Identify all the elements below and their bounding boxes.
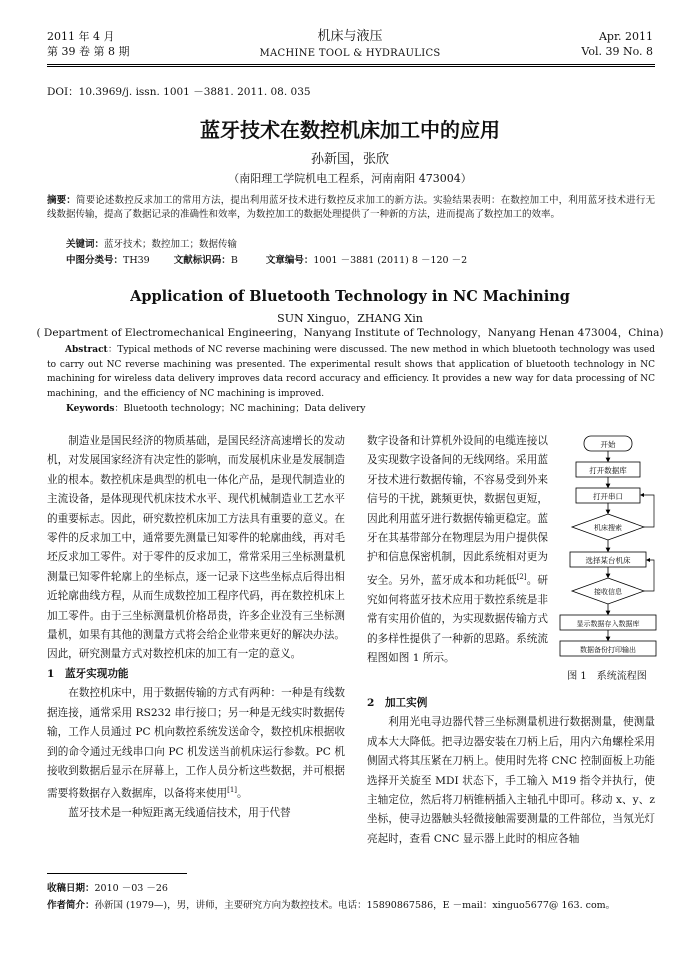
body-paragraph: 蓝牙技术是一种短距离无线通信技术，用于代替 [68,807,291,820]
article-no-value: 1001 －3881 (2011) 8 －120 －2 [313,255,468,266]
header-rule-2 [47,66,655,67]
received-label: 收稿日期： [47,883,95,894]
flowchart-svg [556,432,660,660]
flowchart-figure [556,432,660,680]
article-no-label: 文章编号： [265,255,314,266]
body-right-column [367,694,655,849]
author-bio: 孙新国 (1979—)，男，讲师，主要研究方向为数控技术。电话：15890867586，E －mail：xinguo5677@ 163. com。 [94,900,616,911]
flow-node-open-serial-label: 打开串口 [593,492,623,501]
doi: DOI：10.3969/j. issn. 1001 －3881. 2011. 08. 035 [47,86,311,98]
doccode-value: B [230,255,238,266]
figure-caption: 图 1 系统流程图 [567,671,647,682]
body-paragraph-text: 数字设备和计算机外设间的电缆连接以及实现数字设备间的无线网络。采用蓝牙技术进行数据传输，不容易受到外来信号的干扰，跳频更快，数据包更短，因此利用蓝牙进行数据传输更稳定。蓝牙在其基带部分在物理层为用户提供保护和信息保密机制，因此系统相对更为安全。另外，蓝牙成本和功耗低 [367,435,548,587]
classification-line [66,254,674,268]
keywords-en-label: Keywords [66,404,115,414]
citation-ref: [1] [227,786,238,795]
abstract-en-label: Abstract [65,345,108,355]
flow-node-display-store-label: 显示数据存入数据库 [576,620,640,628]
body-left-column [47,432,345,824]
received-date: 2010 －03 －26 [94,883,168,894]
abstract-cn [47,194,655,222]
body-right-column-narrow [367,432,548,668]
header-date: 2011 年 4 月 [47,30,115,43]
keywords-cn-text: 蓝牙技术；数控加工；数据传输 [104,239,238,250]
flow-node-open-db-label: 打开数据库 [589,466,627,475]
section-heading-1: 1 蓝牙实现功能 [47,667,129,680]
section-heading-2: 2 加工实例 [367,697,428,709]
header-date-en: Apr. 2011 [598,30,653,43]
keywords-en [66,402,674,417]
abstract-cn-label: 摘要： [47,195,76,206]
keywords-en-text: ：Bluetooth technology；NC machining；Data delivery [114,404,366,414]
journal-name-en: MACHINE TOOL & HYDRAULICS [259,48,441,59]
body-paragraph: 利用光电寻边器代替三坐标测量机进行数据测量，使测量成本大大降低。把寻边器安装在刀柄上后，用内六角螺栓采用侧固式将其压紧在刀柄上。使用时先将 CNC 控制面板上功能选择开关旋至 MDI 状态下，手工输入 M19 指令并执行，使主轴定位，然后将刀柄锥柄插入主轴孔中即可。移动 x、y、z 坐标，使寻边器触头轻微接触需要测量的工件部位，当氖光灯亮起时，查看 CNC 显示器上此时的相应各轴 [367,716,655,845]
body-paragraph-end: 。 [237,787,248,800]
flow-node-start-label: 开始 [600,440,616,449]
header-rule [47,64,655,65]
abstract-en-text: ：Typical methods of NC reverse machining were discussed. The new method in which bluetooth technology was used to carry out NC reverse machining was presented. The experimental result shows that application of bluetooth technology in NC machining for wireless data delivery improves data record accuracy and efficiency. It provides a new way for data processing of NC machining，and the efficiency of NC machining is improved. [47,345,655,399]
clc-label: 中图分类号： [66,255,124,266]
clc-value: TH39 [123,255,150,266]
keywords-cn-label: 关键词： [66,239,105,250]
authors-en: SUN Xinguo，ZHANG Xin [277,312,423,325]
body-paragraph [47,684,345,804]
flow-node-select-machine-label: 选择某台机床 [585,556,631,565]
flow-node-receive-info-label: 接收信息 [594,588,622,596]
footnote-author [47,897,667,914]
authors-cn: 孙新国，张欣 [310,152,389,167]
body-paragraph-text: 在数控机床中，用于数据传输的方式有两种：一种是有线数据连接，通常采用 RS232 串行接口；另一种是无线实时数据传输，工作人员通过 PC 机向数控系统发送命令，数控机床根据收到的命令通过无线串口向 PC 机发送当前机床运行参数。PC 机接收到数据后显示在屏幕上，工作人员分析这些数据，并可根据需要将数据存入数据库，以备将来使用 [47,687,345,800]
author-bio-label: 作者简介： [47,900,95,911]
journal-name-cn: 机床与液压 [317,29,383,44]
citation-ref: [2] [516,572,527,581]
footnote-rule [47,873,187,874]
header-volume: 第 39 卷 第 8 期 [47,45,130,58]
keywords-cn [66,238,674,252]
flow-node-backup-print-label: 数据备份打印输出 [580,646,636,654]
flow-loop-search [642,495,654,527]
body-paragraph: 制造业是国民经济的物质基础，是国民经济高速增长的发动机，对发展国家经济有决定性的影响，而发展机床业是发展制造业的根本。数控机床是典型的机电一体化产品，是现代制造业的主流设备，是体现现代机床技术水平、现代机械制造业工艺水平的重要标志。因此，研究数控机床加工方法具有重要的意义。在零件的反求加工中，通常要先测量已知零件的轮廓曲线，再对毛坯反求加工零件。对于零件的反求加工，常常采用三坐标测量机测量已知零件轮廓上的坐标点，逐一记录下这些坐标点后得出相近轮廓曲线方程，从而生成数控加工程序代码，再在数控机床上加工零件。由于三坐标测量机价格昂贵，许多企业没有三坐标测量机，如果有其他的测量方式将会给企业带来更好的解决办法。因此，研究测量方式对数控机床的加工有一定的意义。 [47,435,345,661]
abstract-en [47,343,655,401]
footnote-received [47,880,667,897]
affiliation-cn: （南阳理工学院机电工程系，河南南阳 473004） [228,172,472,185]
doccode-label: 文献标识码： [173,255,231,266]
affiliation-en: ( Department of Electromechanical Engineering，Nanyang Institute of Technology，Nanyang Henan 473004，China) [36,327,664,339]
header-volume-en: Vol. 39 No. 8 [581,45,653,58]
body-paragraph [367,432,548,668]
abstract-cn-text: 简要论述数控反求加工的常用方法，提出利用蓝牙技术进行数控反求加工的新方法。实验结果表明：在数控加工中，利用蓝牙技术进行无线数据传输，提高了数据记录的准确性和效率，为数控加工的数据处理提供了一种新的方法，进而提高了数控加工的效率。 [47,195,655,220]
paper-title-en: Application of Bluetooth Technology in NC Machining [130,288,570,305]
paper-title-cn: 蓝牙技术在数控机床加工中的应用 [200,118,500,142]
body-paragraph-text-2: 。研究如何将蓝牙技术应用于数控系统是非常有实用价值的，为实现数据传输方式的多样性提供了一种新的思路。系统流程图如图 1 所示。 [367,574,549,664]
flow-node-machine-search-label: 机床搜索 [594,524,622,532]
